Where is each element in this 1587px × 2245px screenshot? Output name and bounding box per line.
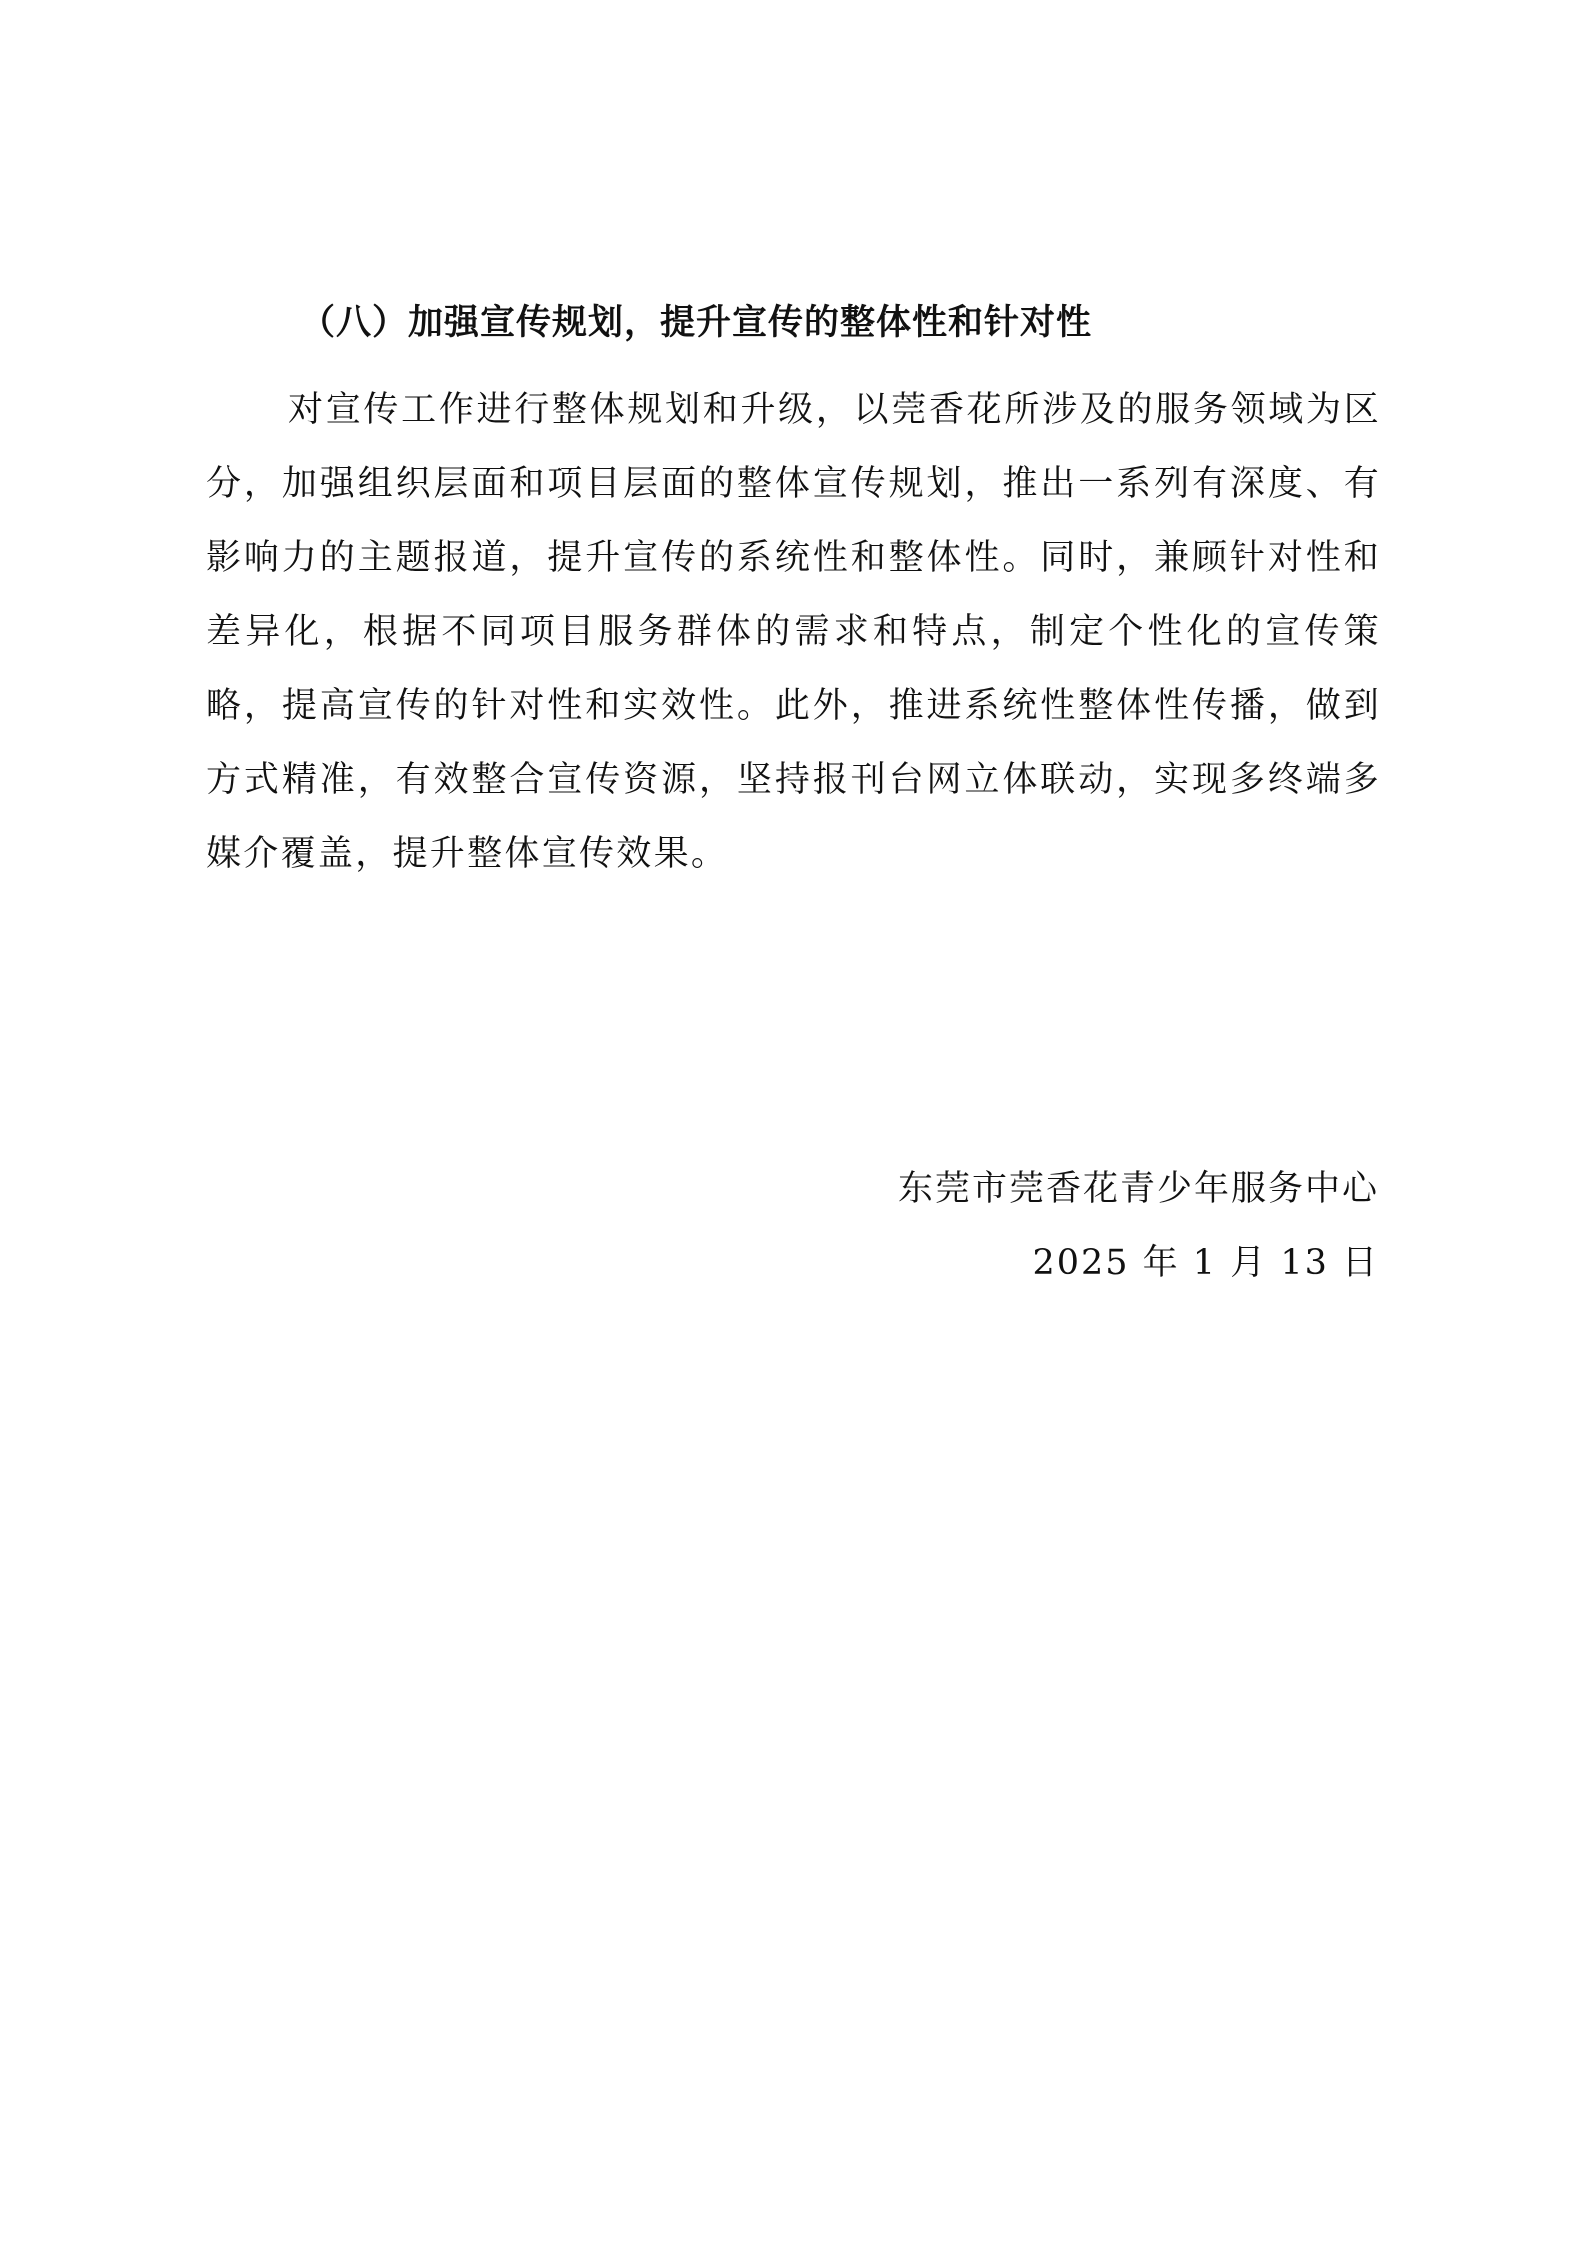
signature-block (898, 1152, 1379, 1300)
signature-organization: 东莞市莞香花青少年服务中心 (897, 1169, 1379, 1209)
section-heading: （八）加强宣传规划，提升宣传的整体性和针对性 (300, 302, 1093, 343)
signature-date: 2025 年 1 月 13 日 (1032, 1243, 1379, 1283)
body-paragraph: 对宣传工作进行整体规划和升级，以莞香花所涉及的服务领域为区分，加强组织层面和项目层面的整体宣传规划，推出一系列有深度、有影响力的主题报道，提升宣传的系统性和整体性。同时，兼顾针对性和差异化，根据不同项目服务群体的需求和特点，制定个性化的宣传策略，提高宣传的针对性和实效性。此外，推进系统性整体性传播，做到方式精准，有效整合宣传资源，坚持报刊台网立体联动，实现多终端多媒介覆盖，提升整体宣传效果。 (206, 390, 1381, 874)
